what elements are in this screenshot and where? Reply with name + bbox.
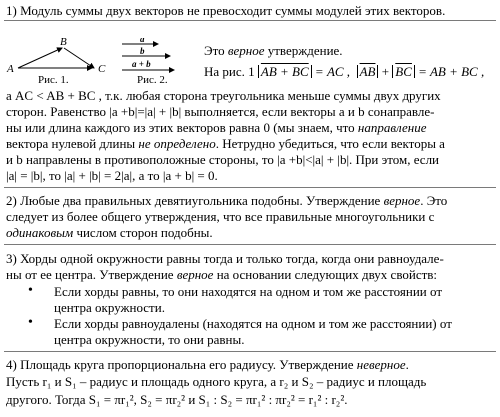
section-1-line-3: а AC < AB + BC , т.к. любая сторона треугольника меньше суммы двух других xyxy=(6,88,441,103)
figure-1-triangle xyxy=(4,36,114,76)
vector-bc xyxy=(64,48,94,68)
section-2-line-2: следует из более общего утверждения, что все правильные многоугольники с xyxy=(6,209,435,224)
figure-1-caption: Рис. 1. xyxy=(38,74,69,86)
section-3-line-1: 3) Хорды одной окружности равны тогда и только тогда, когда они равноудале- xyxy=(6,251,444,266)
section-2-line-1: 2) Любые два правильных девятиугольника подобны. Утверждение верное. Это xyxy=(6,193,448,208)
section-1-line-6: вектора нулевой длины не определено. Нетрудно убедиться, что если векторы a xyxy=(6,136,445,151)
divider-3 xyxy=(4,244,496,245)
vector-sum-label: a + b xyxy=(132,59,151,69)
vector-b-label: b xyxy=(140,46,145,56)
section-4-line-1: 4) Площадь круга пропорциональна его радиусу. Утверждение неверное. xyxy=(6,357,409,372)
section-1-line-4: сторон. Равенство |a +b|=|a| + |b| выполняется, если векторы a и b сонаправле- xyxy=(6,104,435,119)
figure-2-caption: Рис. 2. xyxy=(137,74,168,86)
bullet-2-line-1: Если хорды равноудалены (находятся на одном и том же расстоянии) от xyxy=(54,316,452,331)
section-1-line-7: и b направлены в противоположные стороны, то |a +b|<|a| + |b|. При этом, если xyxy=(6,152,440,167)
vector-a-label: a xyxy=(140,38,145,44)
point-a-label: A xyxy=(7,63,14,75)
section-1-title: 1) Модуль суммы двух векторов не превосходит суммы модулей этих векторов. xyxy=(6,3,446,18)
point-b-label: B xyxy=(60,36,67,48)
section-4-line-2: Пусть r₁ и S₁ – радиус и площадь одного круга, а r₂ и S₂ – радиус и площадь xyxy=(6,374,427,389)
section-4-line-3: другого. Тогда S₁ = πr₁², S₂ = πr₂² и S₁ : S₂ = πr₁² : πr₂² = r₁² : r₂². xyxy=(6,392,348,407)
bullet-1: • xyxy=(28,283,33,298)
section-1-line-5: ны или длина каждого из этих векторов равна 0 (мы знаем, что направление xyxy=(6,120,427,135)
vector-ab xyxy=(18,48,62,68)
figure-2-vectors xyxy=(118,38,178,74)
section-3-line-2: ны от ее центра. Утверждение верное на основании следующих двух свойств: xyxy=(6,267,438,282)
divider-2 xyxy=(4,187,496,188)
bullet-1-line-1: Если хорды равны, то они находятся на одном и том же расстоянии от xyxy=(54,284,443,299)
divider-1 xyxy=(4,20,496,21)
bullet-1-line-2: центра окружности. xyxy=(54,300,165,315)
section-1-line-8: |a| = |b|, то |a| + |b| = 2|a|, а то |a + b| = 0. xyxy=(6,168,218,183)
bullet-2-line-2: центра окружности, то они равны. xyxy=(54,332,245,347)
section-2-line-3: одинаковым числом сторон подобны. xyxy=(6,225,213,240)
bullet-2: • xyxy=(28,315,33,330)
point-c-label: C xyxy=(98,63,106,75)
divider-4 xyxy=(4,351,496,352)
section-1-equation: На рис. 1 AB + BC = AC , $\overline{AB} + \overline{BC}$ = AB + BC , xyxy=(204,64,485,79)
section-1-verdict: Это верное утверждение. xyxy=(204,43,343,58)
